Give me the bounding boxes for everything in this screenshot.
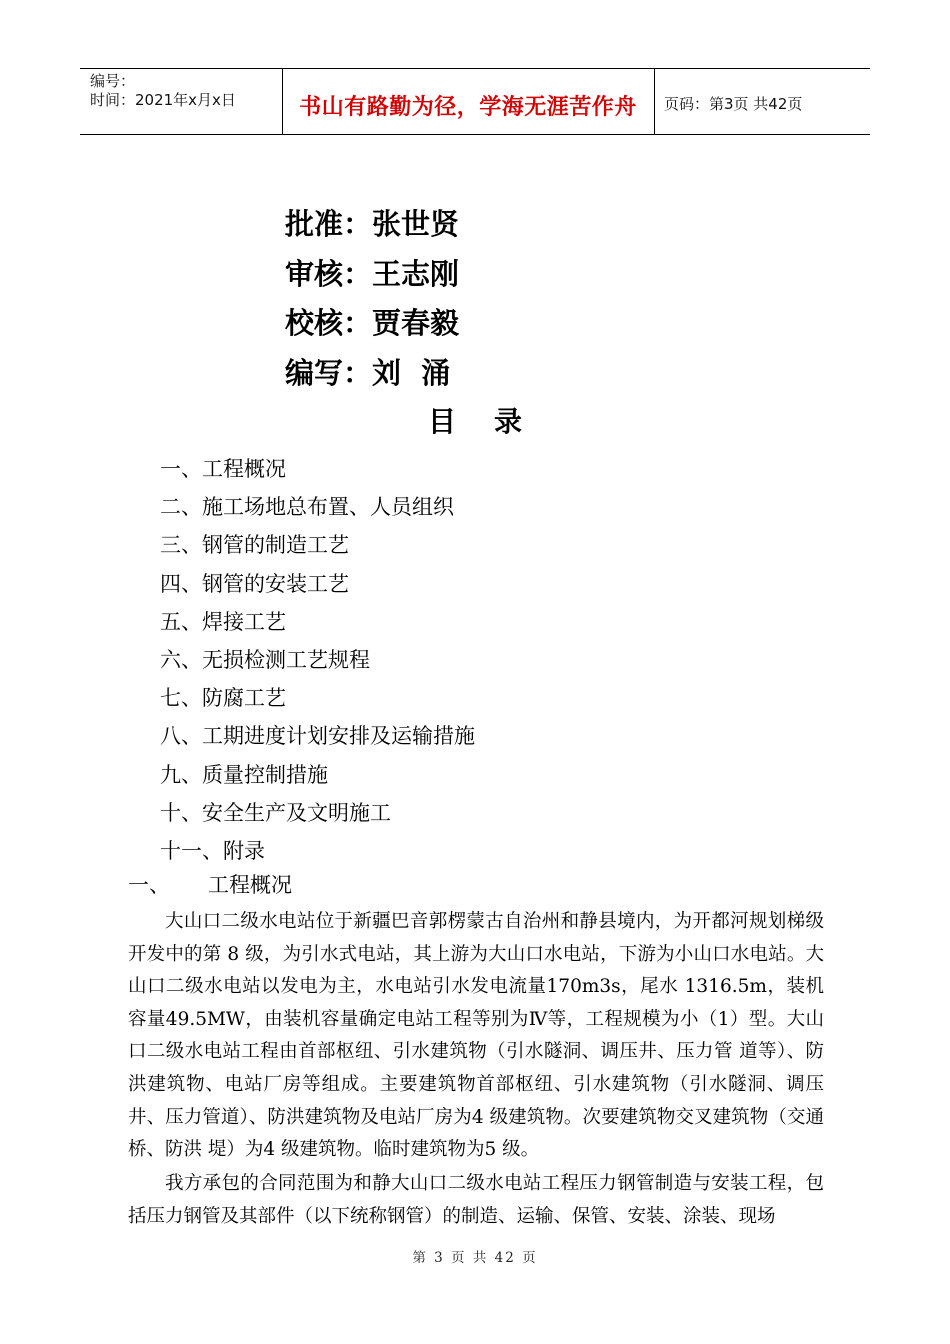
- toc-item: 一、工程概况: [160, 457, 286, 481]
- header-divider-right: [654, 69, 655, 135]
- toc-item: 九、质量控制措施: [160, 762, 328, 787]
- body-paragraph: 我方承包的合同范围为和静大山口二级水电站工程压力钢管制造与安装工程，包括压力钢管及其部件（以下统称钢管）的制造、运输、保管、安装、涂装、现场: [128, 1173, 824, 1227]
- toc-item: 十、安全生产及文明施工: [160, 800, 391, 825]
- approval-approver: 批准：张世贤: [285, 207, 460, 241]
- toc-item: 十一、附录: [160, 839, 265, 864]
- page-header: [80, 68, 870, 135]
- toc-item: 四、钢管的安装工艺: [160, 571, 349, 596]
- section-heading: [128, 869, 292, 899]
- toc-item: 五、焊接工艺: [160, 609, 286, 634]
- table-of-contents: [160, 450, 475, 870]
- approval-block: [285, 200, 459, 398]
- page-footer: 第 3 页 共 42 页: [412, 1250, 538, 1266]
- toc-item: 三、钢管的制造工艺: [160, 533, 349, 558]
- header-time-label: 时间：2021年x月x日: [90, 91, 236, 109]
- header-motto: 书山有路勤为径，学海无涯苦作舟: [299, 95, 637, 120]
- header-number-label: 编号：: [90, 72, 136, 90]
- toc-item: 六、无损检测工艺规程: [160, 648, 370, 673]
- approval-author: 编写：刘 涌: [285, 355, 451, 390]
- toc-item: 七、防腐工艺: [160, 686, 286, 711]
- header-meta: [90, 72, 236, 110]
- toc-item: 二、施工场地总布置、人员组织: [160, 495, 454, 520]
- header-page-info: 页码：第3页 共42页: [664, 95, 803, 113]
- approval-reviewer: 审核：王志刚: [285, 256, 460, 291]
- toc-item: 八、工期进度计划安排及运输措施: [160, 724, 475, 749]
- approval-checker: 校核：贾春毅: [285, 306, 460, 340]
- toc-title: 目录: [427, 405, 560, 438]
- section-title: 工程概况: [208, 873, 292, 897]
- body-paragraph: 大山口二级水电站位于新疆巴音郭楞蒙古自治州和静县境内，为开都河规划梯级开发中的第 8 级，为引水式电站，其上游为大山口水电站，下游为小山口水电站。大山口二级水电站以发电为主，水电站引水发电流量170m3s，尾水 1316.5m，装机容量49.5MW，由装机容量确定电站工程等别为Ⅳ等，工程规模为小（1）型。大山口二级水电站工程由首部枢纽、引水建筑物（引水隧洞、调压井、压力管 道等）、防洪建筑物、电站厂房等组成。主要建筑物首部枢纽、引水建筑物（引水隧洞、调压井、压力管道）、防洪建筑物及电站厂房为4 级建筑物。次要建筑物交叉建筑物（交通桥、防洪 堤）为4 级建筑物。临时建筑物为5 级。: [128, 911, 824, 1161]
- section-number: 一、: [128, 873, 170, 897]
